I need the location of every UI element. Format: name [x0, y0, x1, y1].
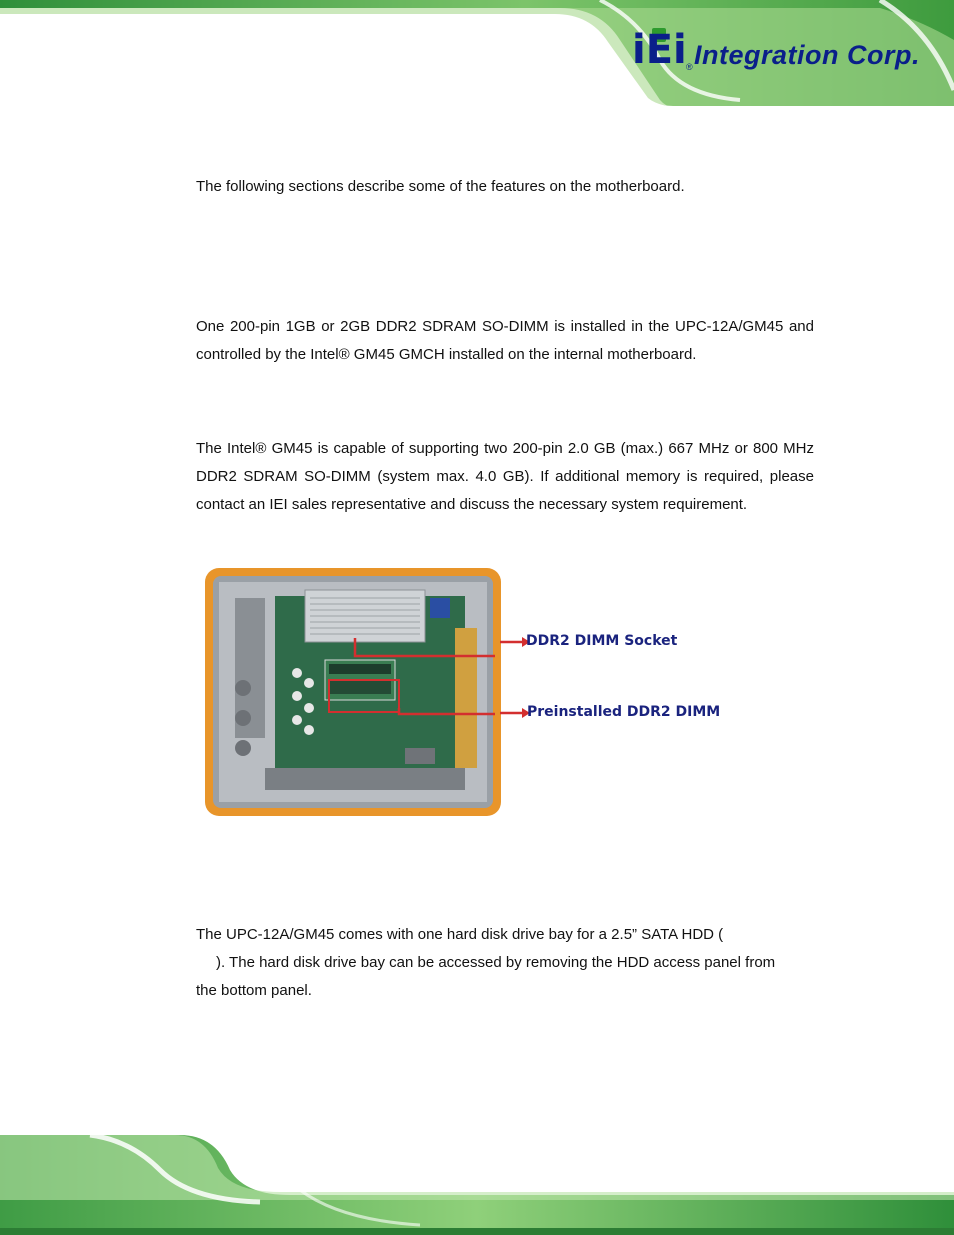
logo-registered-mark: ®: [686, 62, 693, 72]
hdd-line-1: The UPC-12A/GM45 comes with one hard disk drive bay for a 2.5” SATA HDD (: [196, 926, 724, 943]
memory-paragraph-1: One 200-pin 1GB or 2GB DDR2 SDRAM SO-DIMM is installed in the UPC-12A/GM45 and controlled by the Intel® GM45 GMCH installed on the internal motherboard.: [196, 318, 814, 363]
footer-banner: [0, 1130, 954, 1235]
callout-dimm-socket: DDR2 DIMM Socket: [526, 633, 678, 649]
memory-paragraph-2: The Intel® GM45 is capable of supporting two 200-pin 2.0 GB (max.) 667 MHz or 800 MHz DDR2 SDRAM SO-DIMM (system max. 4.0 GB). If additional memory is required, please contact an IEI sales representative and discuss the necessary system requirement.: [196, 440, 814, 513]
company-logo-text: Integration Corp.: [694, 40, 920, 70]
iei-logo-mark: iEi: [632, 27, 687, 73]
hdd-line-2: ). The hard disk drive bay can be accessed by removing the HDD access panel from: [216, 954, 776, 971]
intro-paragraph: The following sections describe some of the features on the motherboard.: [196, 178, 685, 195]
callout-preinstalled-dimm: Preinstalled DDR2 DIMM: [527, 704, 721, 720]
motherboard-photo: [205, 568, 501, 816]
hdd-line-3: the bottom panel.: [196, 982, 312, 999]
